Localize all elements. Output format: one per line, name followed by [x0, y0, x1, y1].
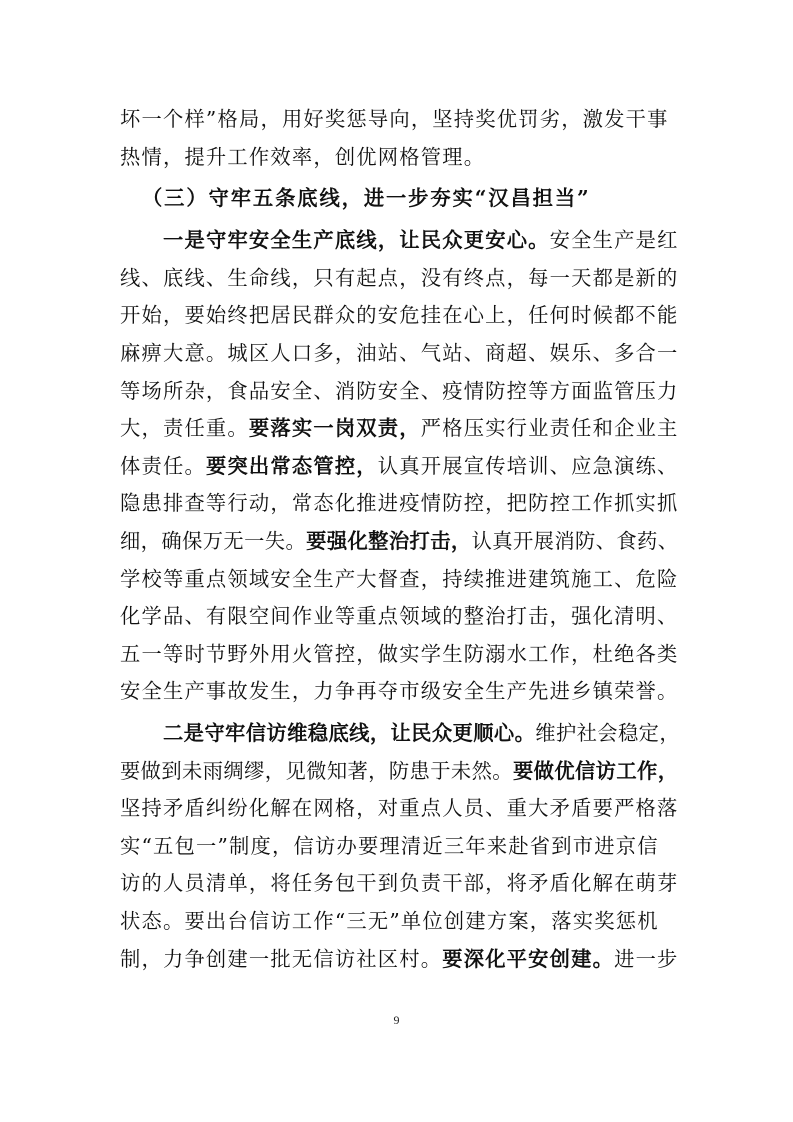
text-run: 隐患排查等行动，常态化推进疫情防控，把防控工作抓实抓	[120, 491, 679, 516]
text-line	[120, 865, 690, 903]
text-run: 制，力争创建一批无信访社区村。	[120, 946, 443, 971]
text-run: 实“五包一”制度，信访办要理清近三年来赴省到市进京信	[120, 833, 659, 858]
text-line	[120, 373, 690, 411]
text-run: 访的人员清单，将任务包干到负责干部，将矛盾化解在萌芽	[120, 871, 679, 896]
text-run: 进一步	[614, 946, 679, 971]
text-line	[120, 753, 690, 791]
page-number: 9	[393, 1013, 400, 1027]
text-run: 大，责任重。	[120, 416, 249, 441]
text-line	[120, 485, 690, 523]
text-run: 化学品、有限空间作业等重点领域的整治打击，强化清明、	[120, 604, 679, 629]
text-run: 热情，提升工作效率，创优网格管理。	[120, 144, 486, 169]
text-line	[120, 297, 690, 335]
text-line	[120, 561, 690, 599]
text-line	[120, 335, 690, 373]
section-heading	[120, 180, 690, 218]
text-run: 严格压实行业责任和企业主	[420, 416, 679, 441]
text-run: 坏一个样”格局，用好奖惩导向，坚持奖优罚劣，激发干事	[120, 107, 669, 131]
heading-text: （三）守牢五条底线，进一步夯实“汉昌担当”	[142, 186, 591, 211]
text-line	[120, 828, 690, 866]
text-run: 维护社会稳定，	[535, 721, 681, 746]
text-line	[120, 260, 690, 298]
text-run: 认真开展消防、食药、	[471, 528, 679, 553]
emphasis-text: 要深化平安创建。	[442, 946, 615, 971]
paragraph-continued	[120, 101, 690, 176]
emphasis-text: 二是守牢信访维稳底线，让民众更顺心。	[163, 721, 536, 746]
text-line	[120, 410, 690, 448]
text-line	[120, 222, 690, 260]
text-run: 认真开展宣传培训、应急演练、	[377, 453, 679, 478]
text-run: 五一等时节野外用火管控，做实学生防溺水工作，杜绝各类	[120, 641, 679, 666]
text-run: 学校等重点领域安全生产大督查，持续推进建筑施工、危险	[120, 566, 679, 591]
text-run: 要做到未雨绸缪，见微知著，防患于未然。	[120, 758, 513, 783]
text-line	[120, 790, 690, 828]
text-run: 状态。要出台信访工作“三无”单位创建方案，落实奖惩机	[120, 909, 659, 934]
heading-line	[120, 180, 690, 218]
text-line	[120, 101, 690, 139]
emphasis-text: 要突出常态管控，	[205, 453, 378, 478]
document-body	[120, 101, 690, 978]
text-line	[120, 903, 690, 941]
text-run: 麻痹大意。城区人口多，油站、气站、商超、娱乐、多合一	[120, 340, 679, 365]
paragraph-petition-stability	[120, 715, 690, 978]
text-run: 安全生产是红	[549, 228, 679, 253]
emphasis-text: 要做优信访工作，	[512, 758, 679, 783]
text-run: 体责任。	[120, 453, 206, 478]
text-line	[120, 941, 690, 979]
paragraph-safety-production	[120, 222, 690, 711]
text-run: 开始，要始终把居民群众的安危挂在心上，任何时候都不能	[120, 303, 679, 328]
emphasis-text: 要落实一岗双责，	[248, 416, 421, 441]
text-line	[120, 673, 690, 711]
text-line	[120, 598, 690, 636]
text-run: 线、底线、生命线，只有起点，没有终点，每一天都是新的	[120, 265, 679, 290]
text-line	[120, 448, 690, 486]
text-run: 细，确保万无一失。	[120, 528, 307, 553]
emphasis-text: 一是守牢安全生产底线，让民众更安心。	[163, 228, 550, 253]
text-line	[120, 715, 690, 753]
text-run: 等场所杂，食品安全、消防安全、疫情防控等方面监管压力	[120, 378, 679, 403]
text-run: 安全生产事故发生，力争再夺市级安全生产先进乡镇荣誉。	[120, 679, 679, 704]
text-run: 坚持矛盾纠纷化解在网格，对重点人员、重大矛盾要严格落	[120, 796, 679, 821]
text-line	[120, 636, 690, 674]
text-line	[120, 139, 690, 177]
emphasis-text: 要强化整治打击，	[306, 528, 472, 553]
text-line	[120, 523, 690, 561]
